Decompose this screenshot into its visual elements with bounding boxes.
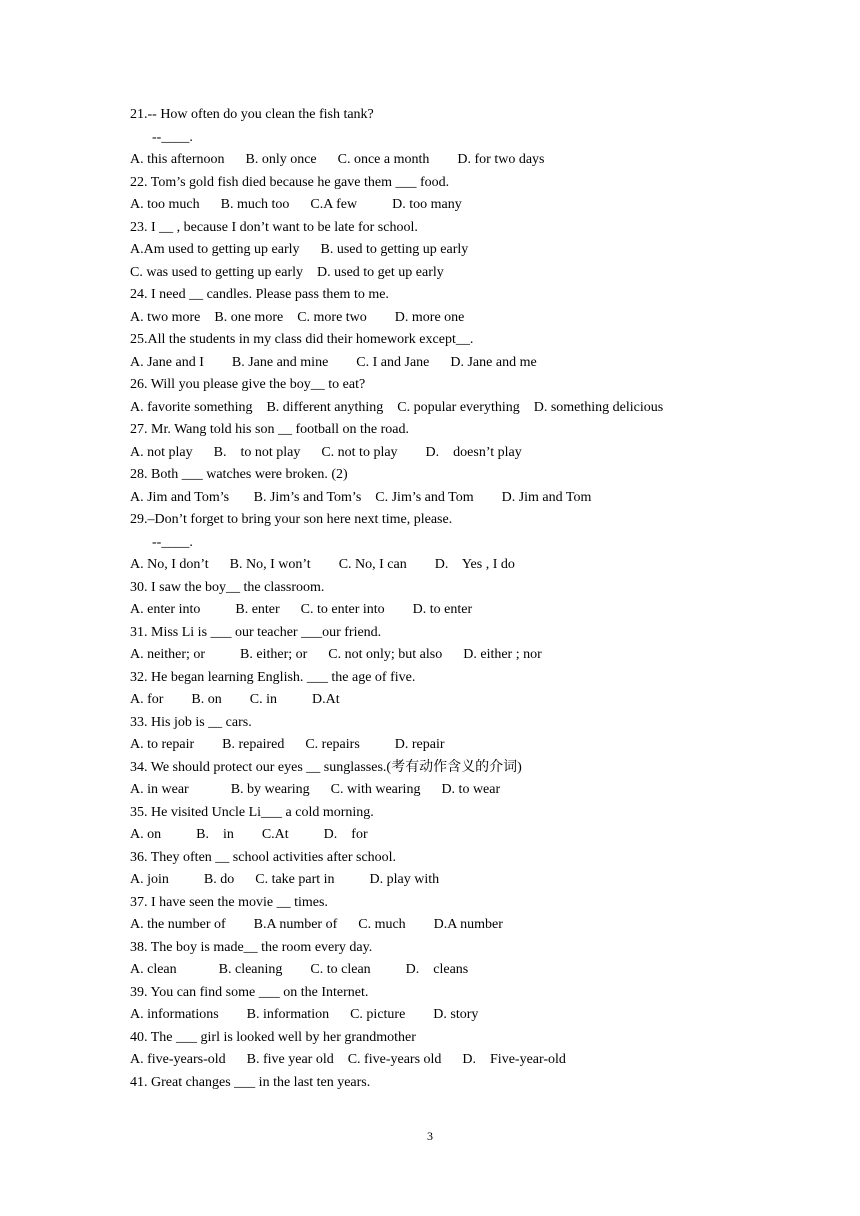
question-41: 41. Great changes ___ in the last ten years.: [130, 1074, 371, 1090]
question-38: 38. The boy is made__ the room every day.: [130, 939, 373, 955]
options-38: A. clean B. cleaning C. to clean D. cleans: [130, 962, 469, 977]
question-25: 25.All the students in my class did their homework except__.: [130, 332, 474, 347]
options-28: A. Jim and Tom’s B. Jim’s and Tom’s C. Jim’s and Tom D. Jim and Tom: [130, 489, 592, 505]
options-40: A. five-years-old B. five year old C. five-years old D. Five-year-old: [130, 1052, 566, 1067]
options-22: A. too much B. much too C.A few D. too many: [130, 197, 462, 212]
question-24: 24. I need __ candles. Please pass them to me.: [130, 287, 389, 302]
question-28: 28. Both ___ watches were broken. (2): [130, 467, 348, 482]
options-32: A. for B. on C. in D.At: [130, 692, 340, 707]
options-39: A. informations B. information C. picture D. story: [130, 1007, 479, 1022]
options-31: A. neither; or B. either; or C. not only; but also D. either ; nor: [130, 647, 542, 662]
question-26: 26. Will you please give the boy__ to eat?: [130, 377, 366, 392]
question-39: 39. You can find some ___ on the Internet.: [130, 984, 369, 1000]
question-32: 32. He began learning English. ___ the age of five.: [130, 669, 416, 685]
question-22: 22. Tom’s gold fish died because he gave them ___ food.: [130, 174, 450, 190]
question-35: 35. He visited Uncle Li___ a cold morning.: [130, 804, 374, 820]
question-29: 29.–Don’t forget to bring your son here next time, please.: [130, 512, 453, 527]
options-34: A. in wear B. by wearing C. with wearing D. to wear: [130, 782, 501, 797]
answer-blank-21: --____.: [152, 129, 193, 145]
question-37: 37. I have seen the movie __ times.: [130, 894, 328, 910]
question-30: 30. I saw the boy__ the classroom.: [130, 579, 325, 595]
options-21: A. this afternoon B. only once C. once a month D. for two days: [130, 152, 545, 167]
document-body: [130, 104, 770, 1094]
question-34: 34. We should protect our eyes __ sunglasses.(考有动作含义的介词): [130, 759, 522, 775]
options-35: A. on B. in C.At D. for: [130, 827, 368, 842]
question-36: 36. They often __ school activities after school.: [130, 849, 397, 865]
options-23-ab: A.Am used to getting up early B. used to getting up early: [130, 242, 469, 257]
options-23-cd: C. was used to getting up early D. used to get up early: [130, 264, 444, 280]
options-27: A. not play B. to not play C. not to play D. doesn’t play: [130, 444, 522, 460]
question-23: 23. I __ , because I don’t want to be late for school.: [130, 219, 418, 235]
answer-blank-29: --____.: [152, 534, 193, 550]
question-33: 33. His job is __ cars.: [130, 714, 252, 730]
options-33: A. to repair B. repaired C. repairs D. repair: [130, 737, 445, 752]
question-31: 31. Miss Li is ___ our teacher ___our friend.: [130, 624, 382, 640]
options-37: A. the number of B.A number of C. much D.A number: [130, 917, 503, 932]
question-40: 40. The ___ girl is looked well by her grandmother: [130, 1029, 416, 1045]
options-26: A. favorite something B. different anything C. popular everything D. something delicious: [130, 399, 664, 415]
question-27: 27. Mr. Wang told his son __ football on the road.: [130, 422, 409, 437]
options-24: A. two more B. one more C. more two D. more one: [130, 309, 465, 325]
options-25: A. Jane and I B. Jane and mine C. I and Jane D. Jane and me: [130, 354, 537, 370]
options-30: A. enter into B. enter C. to enter into D. to enter: [130, 602, 473, 617]
page-number: 3: [427, 1129, 433, 1143]
options-36: A. join B. do C. take part in D. play with: [130, 872, 440, 887]
question-21: 21.-- How often do you clean the fish tank?: [130, 107, 374, 122]
options-29: A. No, I don’t B. No, I won’t C. No, I can D. Yes , I do: [130, 557, 515, 572]
